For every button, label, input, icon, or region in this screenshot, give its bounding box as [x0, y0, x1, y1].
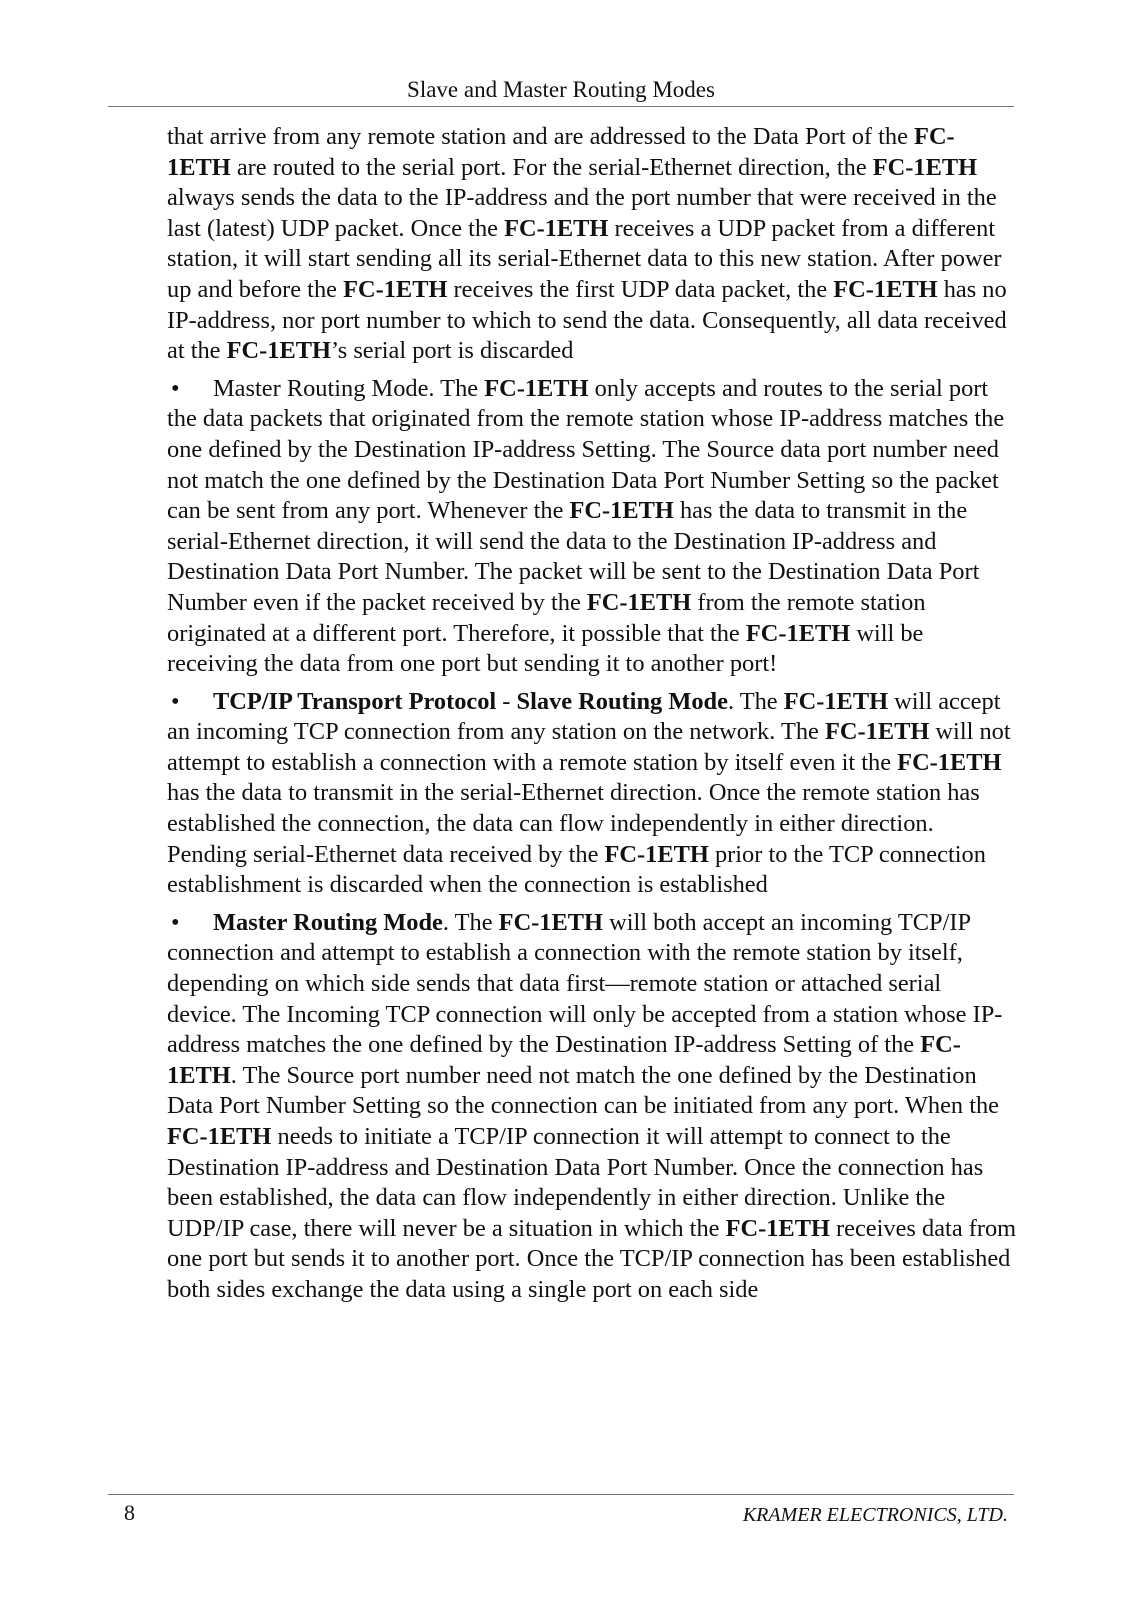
text-run: are routed to the serial port. For the serial-Ethernet direction, the: [230, 153, 873, 181]
paragraph: [167, 122, 1017, 367]
bullet-dot-icon: •: [171, 687, 180, 715]
text-run: has no IP-address, nor port number to which to send the data. Consequently, all data received at the: [167, 275, 1007, 365]
text-run: will be receiving the data from one port but sending it to another port!: [167, 619, 924, 678]
text-run: only accepts and routes to the serial port the data packets that originated from the remote station whose IP-address matches the one defined by the Destination IP-address Setting. The Source data port number need not match the one defined by the Destination Data Port Number Setting so the packet can be sent from any port. Whenever the: [167, 374, 1005, 525]
text-run: will not attempt to establish a connection with a remote station by itself even it the: [167, 718, 1011, 776]
text-run: . The: [727, 687, 784, 715]
text-run: receives the first UDP data packet, the: [447, 275, 834, 303]
text-run: . The Source port number need not match the one defined by the Destination Data Port Number Setting so the connection can be initiated from any port. When the: [167, 1061, 999, 1120]
text-run: always sends the data to the IP-address and the port number that were received in the last (latest) UDP packet. Once the: [167, 184, 997, 242]
bold-text-run: FC-1ETH: [833, 275, 938, 303]
bold-text-run: FC-1ETH: [167, 123, 955, 181]
bold-text-run: FC-1ETH: [897, 748, 1002, 776]
bold-text-run: FC-1ETH: [504, 214, 609, 242]
running-header: Slave and Master Routing Modes: [407, 77, 715, 102]
footer-rule: [108, 1494, 1014, 1495]
bold-text-run: FC-1ETH: [586, 588, 692, 616]
text-run: ’s serial port is discarded: [330, 337, 574, 365]
text-run: needs to initiate a TCP/IP connection it will attempt to connect to the Destination IP-address and Destination Data Port Number. Once the connection has been established, the data can flow independently in either direction. Unlike the UDP/IP case, there will never be a situation in which the: [167, 1123, 984, 1242]
text-run: has the data to transmit in the serial-Ethernet direction, it will send the data to the Destination IP-address and Destination Data Port Number. The packet will be sent to the Destination Data Port Number even if the packet received by the: [167, 497, 980, 616]
body-text: [167, 122, 1017, 1313]
bold-text-run: FC-1ETH: [872, 153, 978, 181]
text-run: -: [496, 687, 517, 715]
bold-text-run: FC-1ETH: [783, 687, 889, 715]
bold-text-run: FC-1ETH: [498, 908, 604, 936]
bullet-paragraph: [167, 908, 1017, 1306]
page-number: 8: [124, 1500, 135, 1525]
bold-text-run: Slave Routing Mode: [516, 687, 728, 715]
text-run: Master Routing Mode. The: [213, 374, 485, 402]
text-run: . The: [442, 908, 499, 936]
bold-text-run: FC-1ETH: [167, 1123, 272, 1150]
bold-text-run: TCP/IP Transport Protocol: [213, 687, 497, 715]
bold-text-run: FC-1ETH: [226, 337, 331, 365]
footer-company: KRAMER ELECTRONICS, LTD.: [742, 1504, 1008, 1526]
bold-text-run: FC-1ETH: [343, 275, 448, 303]
bold-text-run: FC-1ETH: [725, 1214, 830, 1242]
bullet-dot-icon: •: [171, 374, 180, 402]
text-run: will both accept an incoming TCP/IP connection and attempt to establish a connection with the remote station by itself, depending on which side sends that data first—remote station or attached serial device. The Incoming TCP connection will only be accepted from a station whose IP-address matches the one defined by the Destination IP-address Setting of the: [167, 908, 1003, 1059]
bold-text-run: FC-1ETH: [167, 1031, 961, 1089]
header-rule: [108, 106, 1014, 107]
bold-text-run: FC-1ETH: [745, 619, 851, 647]
text-run: prior to the TCP connection establishment is discarded when the connection is established: [167, 840, 986, 899]
bold-text-run: FC-1ETH: [484, 374, 589, 402]
text-run: that arrive from any remote station and are addressed to the Data Port of the: [167, 123, 915, 150]
bullet-dot-icon: •: [171, 908, 180, 936]
text-run: will accept an incoming TCP connection from any station on the network. The: [167, 687, 1001, 746]
bold-text-run: FC-1ETH: [604, 840, 709, 868]
text-run: receives data from one port but sends it to another port. Once the TCP/IP connection has been established both sides exchange the data using a single port on each side: [167, 1214, 1017, 1303]
bullet-paragraph: [167, 374, 1017, 680]
bold-text-run: FC-1ETH: [569, 497, 674, 525]
bold-text-run: FC-1ETH: [824, 718, 930, 746]
text-run: from the remote station originated at a different port. Therefore, it possible that the: [167, 588, 926, 647]
text-run: receives a UDP packet from a different station, it will start sending all its serial-Ethernet data to this new station. After power up and before the: [167, 214, 1002, 303]
text-run: has the data to transmit in the serial-Ethernet direction. Once the remote station has established the connection, the data can flow independently in either direction. Pending serial-Ethernet data received by the: [167, 779, 980, 868]
bullet-paragraph: [167, 687, 1017, 901]
bold-text-run: Master Routing Mode: [213, 908, 443, 936]
